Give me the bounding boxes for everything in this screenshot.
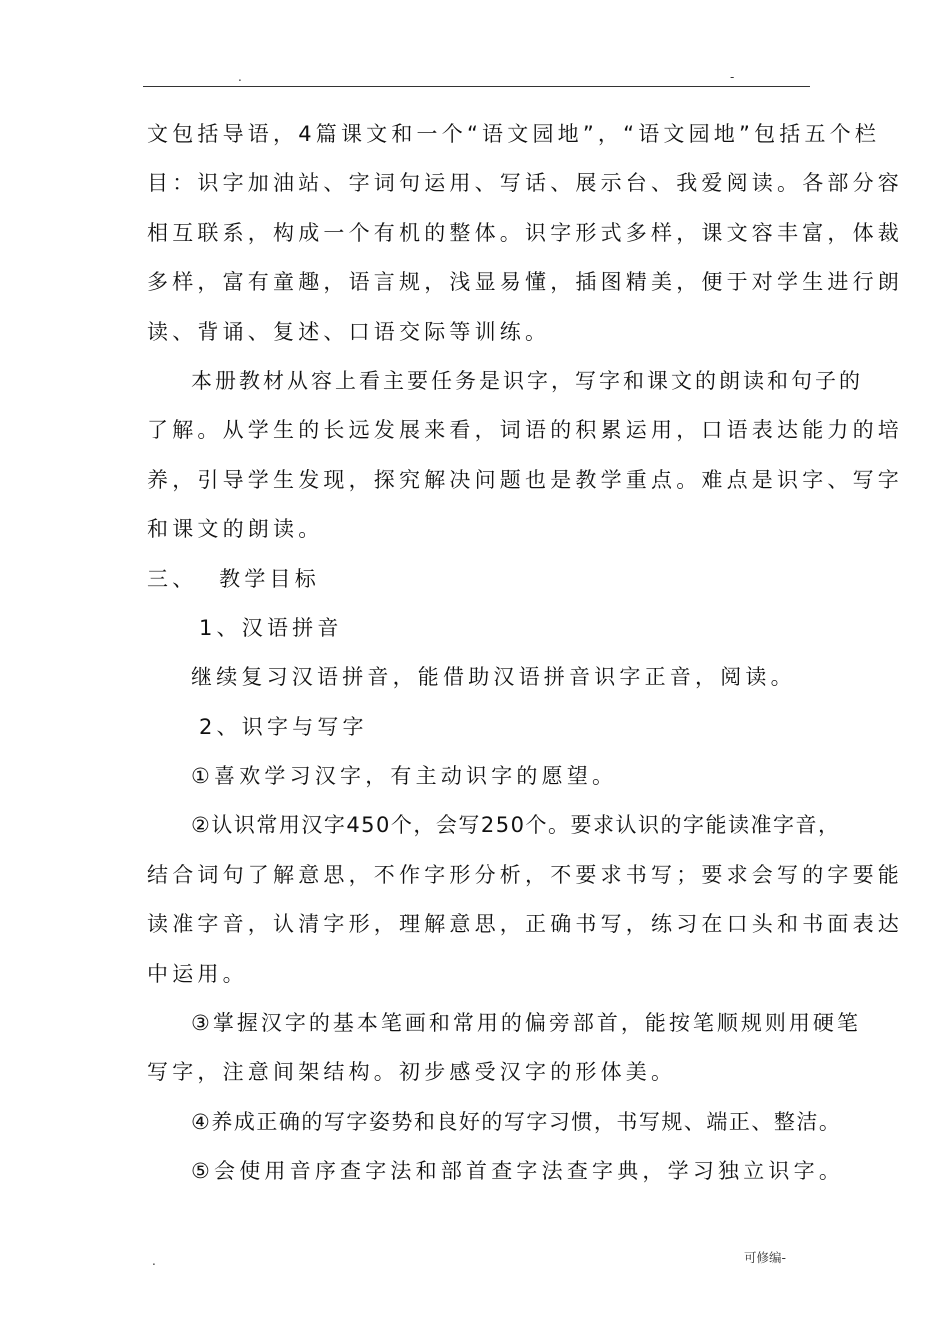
header-right-mark: - [730, 70, 735, 84]
subsection-heading: 1、汉语拼音 [199, 615, 343, 640]
paragraph-line: 和课文的朗读。 [147, 517, 324, 542]
paragraph-line: 了解。从学生的长远发展来看，词语的积累运用，口语表达能力的培 [147, 418, 903, 443]
list-item: ③掌握汉字的基本笔画和常用的偏旁部首，能按笔顺规则用硬笔 [191, 1011, 861, 1036]
footer-dot: . [152, 1254, 156, 1268]
section-heading: 三、 教学目标 [147, 566, 320, 591]
list-item: ①喜欢学习汉字，有主动识字的愿望。 [191, 764, 618, 789]
paragraph-line: 中运用。 [147, 961, 248, 986]
paragraph-line: 继续复习汉语拼音，能借助汉语拼音识字正音，阅读。 [191, 665, 796, 690]
list-item: ⑤会使用音序查字法和部首查字法查字典，学习独立识字。 [191, 1159, 845, 1184]
paragraph-line: 写字，注意间架结构。初步感受汉字的形体美。 [147, 1060, 677, 1085]
paragraph-line: 文包括导语，4篇课文和一个“语文园地”，“语文园地”包括五个栏 [147, 122, 881, 146]
paragraph-line: 读、背诵、复述、口语交际等训练。 [147, 319, 551, 344]
paragraph-line: 结合词句了解意思，不作字形分析，不要求书写；要求会写的字要能 [147, 862, 903, 887]
paragraph-line: 目：识字加油站、字词句运用、写话、展示台、我爱阅读。各部分容 [147, 171, 903, 196]
header-left-mark: . [238, 70, 242, 84]
paragraph-line: 本册教材从容上看主要任务是识字，写字和课文的朗读和句子的 [191, 368, 863, 393]
paragraph-line: 多样，富有童趣，语言规，浅显易懂，插图精美，便于对学生进行朗 [147, 270, 903, 295]
footer-note: 可修编- [744, 1250, 787, 1265]
paragraph-line: 相互联系，构成一个有机的整体。识字形式多样，课文容丰富，体裁 [147, 220, 903, 245]
paragraph-line: 读准字音，认清字形，理解意思，正确书写，练习在口头和书面表达 [147, 912, 903, 937]
list-item: ②认识常用汉字450个，会写250个。要求认识的字能读准字音， [191, 813, 841, 838]
document-body [147, 110, 903, 1197]
paragraph-line: 养，引导学生发现，探究解决问题也是教学重点。难点是识字、写字 [147, 467, 903, 492]
subsection-heading: 2、识字与写字 [199, 714, 368, 739]
header-rule [143, 86, 810, 87]
list-item: ④养成正确的写字姿势和良好的写字习惯，书写规、端正、整洁。 [191, 1109, 842, 1134]
